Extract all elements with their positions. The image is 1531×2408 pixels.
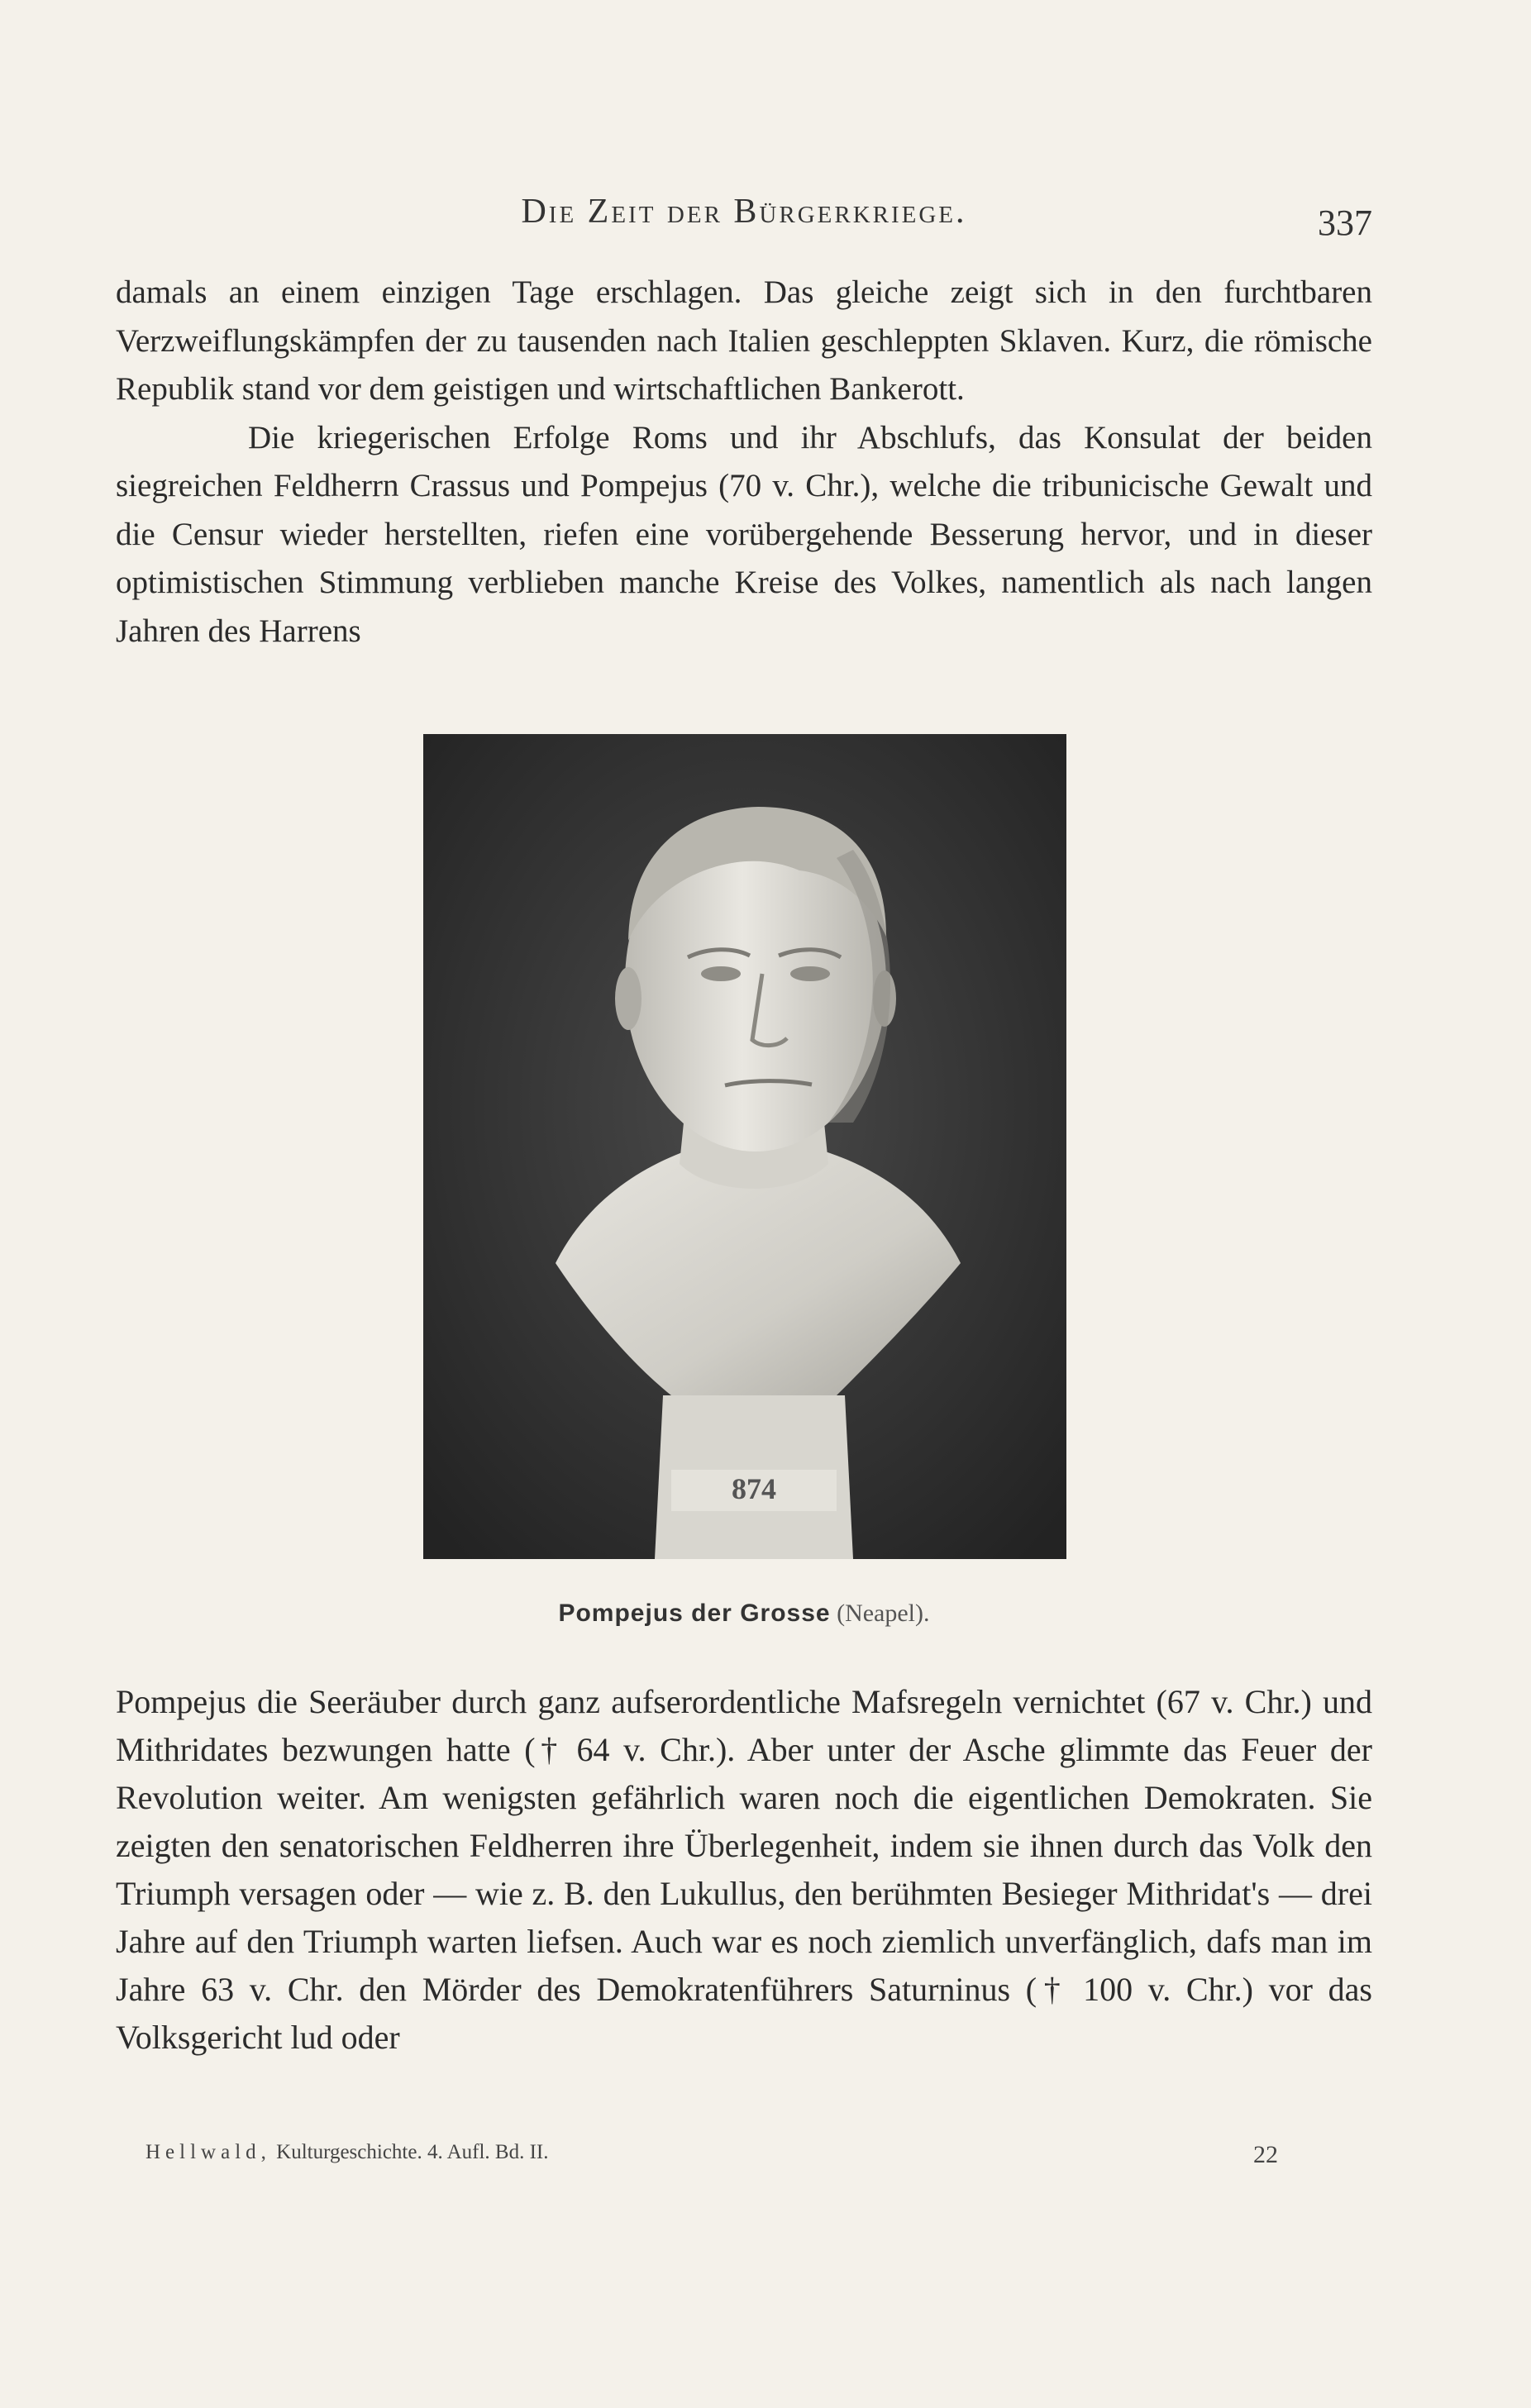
paragraph-continued: damals an einem einzigen Tage erschlagen. Das gleiche zeigt sich in den furchtbaren Verzweiflungskämpfen der zu tausenden nach Italien geschleppten Sklaven. Kurz, die römische Republik stand vor dem geistigen und wirtschaftlichen Bankerott. <box>116 274 1372 407</box>
left-ear <box>615 967 641 1030</box>
paragraph: Die kriegerischen Erfolge Roms und ihr Abschlufs, das Konsulat der beiden siegreichen Feldherrn Crassus und Pompejus (70 v. Chr.), welche die tribunicische Gewalt und die Censur wieder herstellten, riefen eine vorübergehende Besserung hervor, und in dieser optimistischen Stimmung verblieben manche Kreise des Volkes, namentlich als nach langen Jahren des Harrens <box>116 419 1372 649</box>
caption-location: (Neapel). <box>837 1600 930 1627</box>
pedestal-label: 874 <box>732 1472 776 1505</box>
body-text-bottom <box>116 1678 1372 2062</box>
running-title: Die Zeit der Bürgerkriege. <box>521 193 967 231</box>
caption-name: Pompejus der Grosse <box>558 1600 831 1627</box>
right-eye <box>790 966 830 981</box>
running-head <box>116 192 1372 241</box>
footer-work: Kulturgeschichte. 4. Aufl. Bd. II. <box>276 2141 549 2163</box>
footer-author: Hellwald, <box>145 2141 271 2163</box>
paragraph-continued: Pompejus die Seeräuber durch ganz aufserordentliche Mafsregeln vernichtet (67 v. Chr.) und Mithridates bezwungen hatte († 64 v. Chr.). Aber unter der Asche glimmte das Feuer der Revolution weiter. Am wenigsten gefährlich waren noch die eigentlichen Demokraten. Sie zeigten den senatorischen Feldherren ihre Überlegenheit, indem sie ihnen durch das Volk den Triumph versagen oder — wie z. B. den Lukullus, den berühmten Besieger Mithridat's — drei Jahre auf den Triumph warten liefsen. Auch war es noch ziemlich unverfänglich, dafs man im Jahre 63 v. Chr. den Mörder des Demokratenführers Saturninus († 100 v. Chr.) vor das Volksgericht lud oder <box>116 1683 1372 2056</box>
bust-photograph <box>423 734 1066 1559</box>
page-footer <box>145 2141 1278 2174</box>
footer-citation <box>145 2141 549 2164</box>
figure-caption <box>116 1600 1372 1628</box>
footer-signature: 22 <box>1253 2141 1278 2168</box>
bust-illustration <box>423 734 1066 1559</box>
left-eye <box>701 966 741 981</box>
body-text-top <box>116 269 1372 656</box>
page-number: 337 <box>1318 203 1372 243</box>
